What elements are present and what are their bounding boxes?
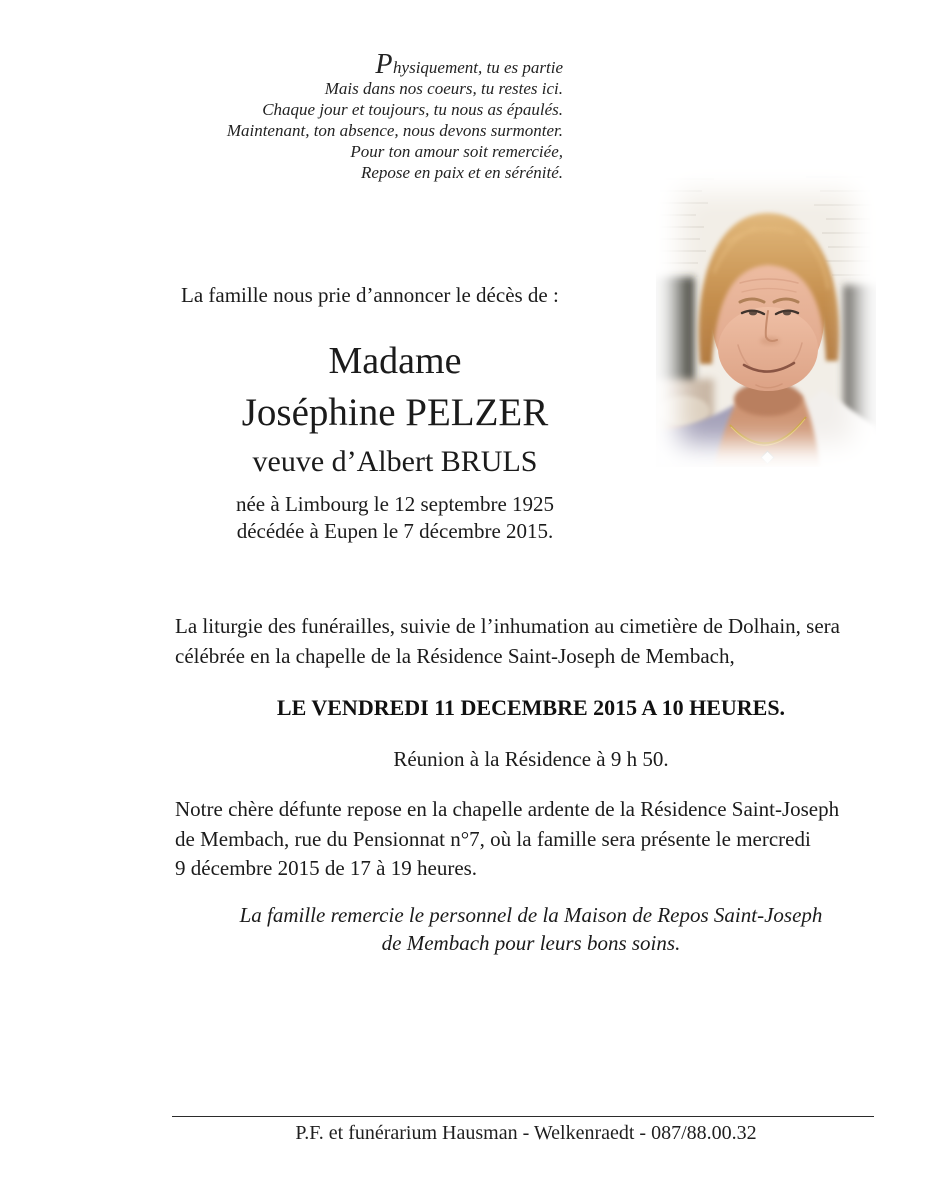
deceased-widow-line: veuve d’Albert BRULS xyxy=(252,445,538,478)
repose-line: Notre chère défunte repose en la chapelle ardente de la Résidence Saint-Joseph xyxy=(175,797,840,821)
portrait-photo xyxy=(656,169,876,467)
poem-drop-cap: P xyxy=(375,49,394,80)
poem-line: Chaque jour et toujours, tu nous as épaulés. xyxy=(262,100,563,119)
thanks-paragraph xyxy=(175,901,887,957)
memorial-poem xyxy=(143,49,563,183)
deceased-name: Joséphine PELZER xyxy=(241,391,549,434)
repose-line: de Membach, rue du Pensionnat n°7, où la famille sera présente le mercredi xyxy=(175,826,811,851)
liturgy-line: célébrée en la chapelle de la Résidence Saint-Joseph de Membach, xyxy=(175,643,735,668)
poem-line-text: hysiquement, tu es partie xyxy=(393,58,563,77)
death-line: décédée à Eupen le 7 décembre 2015. xyxy=(236,519,554,543)
poem-line: Pour ton amour soit remerciée, xyxy=(350,142,563,161)
repose-paragraph xyxy=(175,795,887,884)
ceremony-details xyxy=(175,612,887,957)
meeting-line: Réunion à la Résidence à 9 h 50. xyxy=(393,746,669,771)
thanks-line: de Membach pour leurs bons soins. xyxy=(381,930,681,955)
thanks-line: La famille remercie le personnel de la Maison de Repos Saint-Joseph xyxy=(239,902,823,927)
footer-divider xyxy=(172,1116,874,1117)
poem-line: Repose en paix et en sérénité. xyxy=(360,163,563,182)
announcement-intro: La famille nous prie d’annoncer le décès de : xyxy=(181,283,559,307)
deceased-headline xyxy=(155,336,635,545)
funeral-date-line: LE VENDREDI 11 DECEMBRE 2015 A 10 HEURES. xyxy=(276,695,786,720)
repose-line: 9 décembre 2015 de 17 à 19 heures. xyxy=(175,856,478,880)
deceased-title: Madame xyxy=(328,340,462,382)
portrait-photo-image xyxy=(656,169,876,467)
liturgy-line: La liturgie des funérailles, suivie de l’inhumation au cimetière de Dolhain, sera xyxy=(175,614,840,638)
birth-line: née à Limbourg le 12 septembre 1925 xyxy=(235,492,555,516)
funeral-home-info: P.F. et funérarium Hausman - Welkenraedt - 087/88.00.32 xyxy=(295,1122,757,1144)
poem-line: Mais dans nos coeurs, tu restes ici. xyxy=(324,79,563,98)
liturgy-paragraph xyxy=(175,612,887,671)
poem-line: Maintenant, ton absence, nous devons surmonter. xyxy=(226,121,563,140)
poem-line xyxy=(143,49,563,80)
